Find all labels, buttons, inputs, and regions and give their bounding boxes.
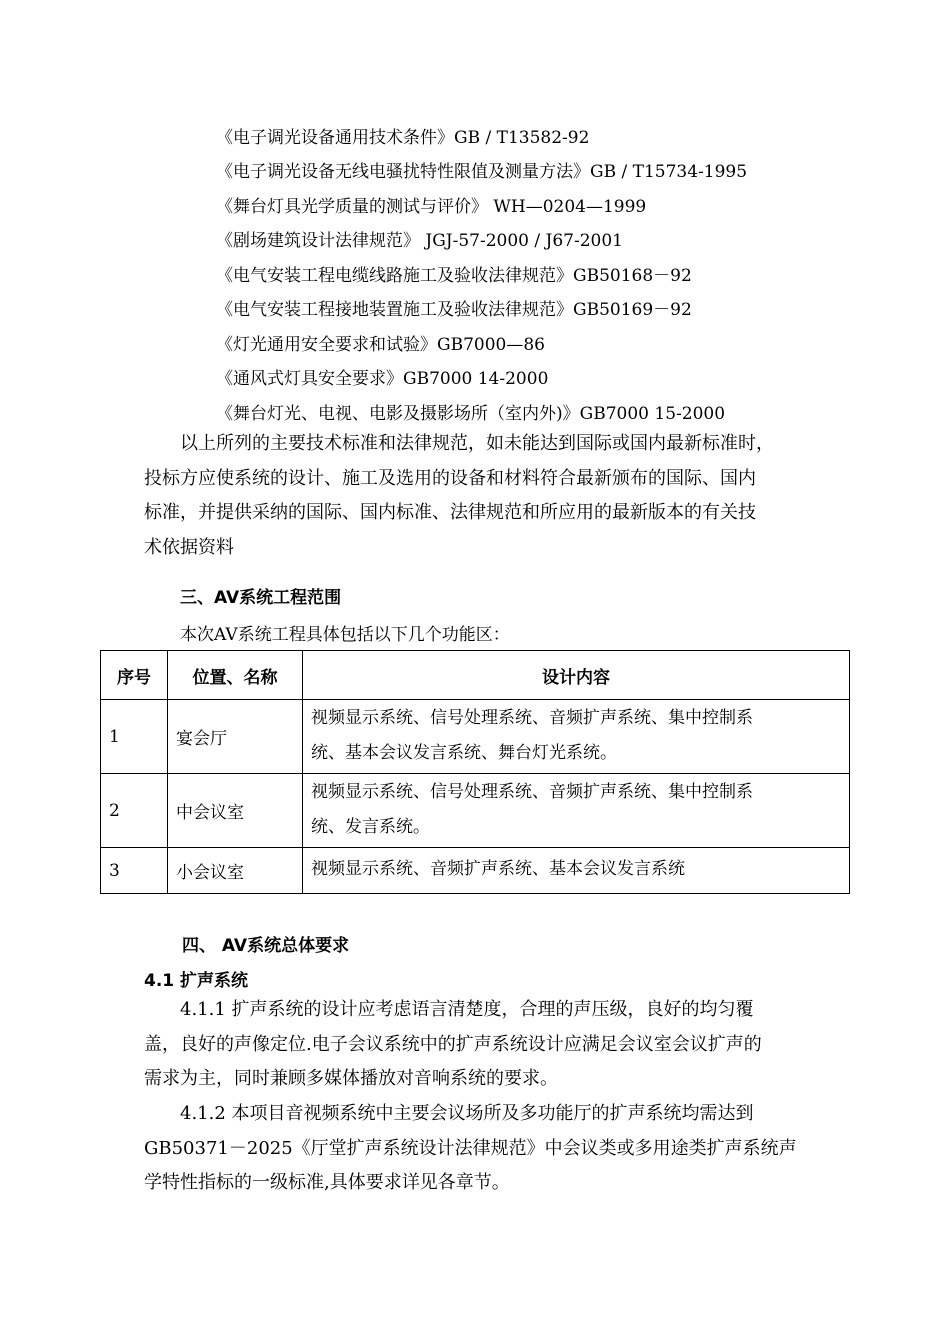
paragraph-line: 以上所列的主要技术标准和法律规范，如未能达到国际或国内最新标准时， <box>144 433 774 454</box>
row-location: 中会议室 <box>168 774 303 848</box>
paragraph-line: 4.1.2 本项目音视频系统中主要会议场所及多功能厅的扩声系统均需达到 <box>144 1103 754 1124</box>
table-header-row <box>101 651 850 700</box>
summary-paragraph <box>144 427 814 565</box>
row-number: 2 <box>101 774 168 848</box>
scope-table <box>100 650 850 894</box>
paragraph-line: 4.1.1 扩声系统的设计应考虑语言清楚度，合理的声压级，良好的均匀覆 <box>144 999 754 1020</box>
row-location: 宴会厅 <box>168 700 303 774</box>
paragraph-line: 需求为主，同时兼顾多媒体播放对音响系统的要求。 <box>144 1068 558 1089</box>
table-header: 位置、名称 <box>168 651 303 700</box>
row-content <box>303 700 850 774</box>
sub-heading: 4.1 扩声系统 <box>144 971 249 991</box>
paragraph-line: 标准，并提供采纳的国际、国内标准、法律规范和所应用的最新版本的有关技 <box>144 502 756 523</box>
standard-item: 《电气安装工程电缆线路施工及验收法律规范》GB50168－92 <box>216 266 692 286</box>
content-line: 视频显示系统、信号处理系统、音频扩声系统、集中控制系 <box>311 708 753 728</box>
standard-item: 《舞台灯具光学质量的测试与评价》 WH—0204—1999 <box>216 197 647 217</box>
paragraph-line: 盖，良好的声像定位.电子会议系统中的扩声系统设计应满足会议室会议扩声的 <box>144 1033 762 1055</box>
content-line: 视频显示系统、信号处理系统、音频扩声系统、集中控制系 <box>311 782 753 802</box>
row-number: 3 <box>101 848 168 894</box>
standard-item: 《电子调光设备通用技术条件》GB / T13582-92 <box>216 128 590 148</box>
content-line: 视频显示系统、音频扩声系统、基本会议发言系统 <box>311 859 685 879</box>
content-line: 统、基本会议发言系统、舞台灯光系统。 <box>311 743 617 763</box>
standard-item: 《电气安装工程接地装置施工及验收法律规范》GB50169－92 <box>216 300 692 320</box>
table-header: 序号 <box>101 651 168 700</box>
standard-item: 《通风式灯具安全要求》GB7000 14-2000 <box>216 369 549 389</box>
table-row <box>101 774 850 848</box>
table-header: 设计内容 <box>303 651 850 700</box>
row-content <box>303 774 850 848</box>
content-line: 统、发言系统。 <box>311 817 430 837</box>
paragraph-line: 学特性指标的一级标准,具体要求详见各章节。 <box>144 1172 510 1193</box>
section-heading: 四、 AV系统总体要求 <box>182 936 350 956</box>
row-content <box>303 848 850 894</box>
paragraph-line: 术依据资料 <box>144 536 234 558</box>
body-paragraph <box>144 1097 814 1201</box>
standard-item: 《舞台灯光、电视、电影及摄影场所（室内外)》GB7000 15-2000 <box>216 404 726 424</box>
section-intro: 本次AV系统工程具体包括以下几个功能区： <box>180 625 510 645</box>
row-location: 小会议室 <box>168 848 303 894</box>
standard-item: 《电子调光设备无线电骚扰特性限值及测量方法》GB / T15734-1995 <box>216 162 748 182</box>
row-number: 1 <box>101 700 168 774</box>
section-heading: 三、AV系统工程范围 <box>180 588 342 608</box>
standard-item: 《剧场建筑设计法律规范》 JGJ-57-2000 / J67-2001 <box>216 231 623 251</box>
standard-item: 《灯光通用安全要求和试验》GB7000—86 <box>216 335 545 355</box>
paragraph-line: 投标方应使系统的设计、施工及选用的设备和材料符合最新颁布的国际、国内 <box>144 467 756 489</box>
table-row <box>101 700 850 774</box>
paragraph-line: GB50371－2025《厅堂扩声系统设计法律规范》中会议类或多用途类扩声系统声 <box>144 1137 797 1159</box>
table-row <box>101 848 850 894</box>
body-paragraph <box>144 993 814 1097</box>
